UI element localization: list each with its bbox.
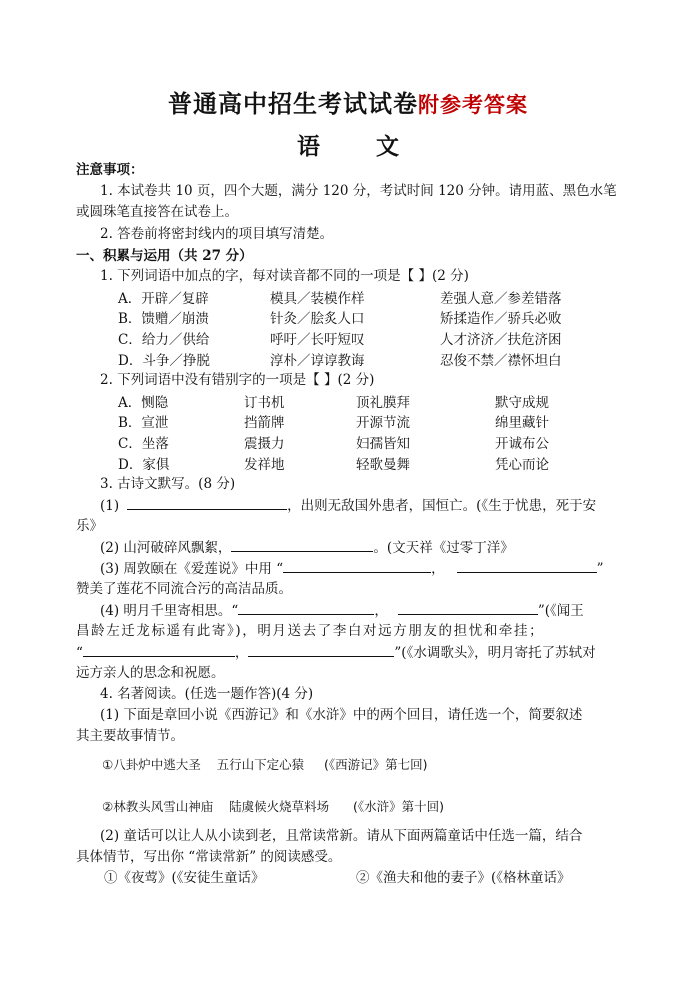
question-1-stem: 1. 下列词语中加点的字，每对读音都不同的一项是【 】(2 分) <box>100 268 469 284</box>
q2-option-b-3: 开源节流 <box>356 415 410 431</box>
q3-sentence-3-cont: 赞美了莲花不同流合污的高洁品质。 <box>76 581 292 597</box>
page-title <box>0 84 696 119</box>
title-suffix: 附参考答案 <box>418 92 528 117</box>
notice-heading: 注意事项： <box>76 162 144 178</box>
q2-option-a-3: 顶礼膜拜 <box>356 395 410 411</box>
q3-s2-prefix: (2) 山河破碎风飘絮， <box>100 540 232 556</box>
answer-blank[interactable] <box>127 495 287 510</box>
q3-sentence-4-cont: 昌龄左迁龙标遥有此寄》)，明月送去了李白对远方朋友的担忧和牵挂； <box>76 623 545 639</box>
question-4-stem: 4. 名著阅读。(任选一题作答)(4 分) <box>100 686 314 702</box>
q3-sentence-3 <box>100 558 604 579</box>
q2-option-d-2: 发祥地 <box>244 457 285 473</box>
q1-option-a-2: 模具／装模作样 <box>270 291 365 307</box>
notice-item-1-cont: 或圆珠笔直接答在试卷上。 <box>76 204 238 220</box>
q2-option-a-2: 订书机 <box>244 395 285 411</box>
q1-option-d: D．斗争／挣脱 <box>118 353 210 369</box>
q1-option-b-2: 针灸／脍炙人口 <box>270 311 365 327</box>
notice-item-2: 2. 答卷前将密封线内的项目填写清楚。 <box>100 226 334 242</box>
subject-char-2: 文 <box>376 133 399 160</box>
answer-blank[interactable] <box>83 642 235 657</box>
q1-option-c: C．给力／供给 <box>118 332 210 348</box>
q3-sentence-1-cont: 乐》 <box>76 518 103 534</box>
q3-s4-prefix: (4) 明月千里寄相思。“ <box>100 603 239 619</box>
q2-option-d: D．家俱 <box>118 457 170 473</box>
subject-char-1: 语 <box>297 133 320 160</box>
q2-option-b-4: 绵里藏针 <box>495 415 549 431</box>
answer-blank[interactable] <box>457 558 597 573</box>
q3-sentence-4-line3 <box>76 642 596 663</box>
q1-option-b-3: 矫揉造作／骄兵必败 <box>440 311 562 327</box>
q2-option-b: B．宣泄 <box>118 415 169 431</box>
q3-s3-mid: ， <box>431 561 445 577</box>
q3-s4-line3-mid: ， <box>234 645 249 661</box>
q1-option-c-2: 呼吁／长吁短叹 <box>270 332 365 348</box>
q4-part-2-cont: 具体情节，写出你 “常读常新” 的阅读感受。 <box>76 849 342 865</box>
q3-sentence-2 <box>100 537 514 558</box>
q2-option-d-4: 凭心而论 <box>495 457 549 473</box>
subject-heading <box>0 128 696 161</box>
q4-chapter-xiyouji: ①八卦炉中逃大圣 五行山下定心猿 (《西游记》第七回) <box>102 757 428 772</box>
q3-s4-line3-suffix: ”(《水调歌头》，明月寄托了苏轼对 <box>394 645 596 661</box>
q1-option-a-3: 差强人意／参差错落 <box>440 291 562 307</box>
q1-option-d-3: 忍俊不禁／襟怀坦白 <box>440 353 562 369</box>
answer-blank[interactable] <box>248 642 394 657</box>
section-heading: 一、积累与运用（共 27 分） <box>76 248 253 264</box>
q2-option-c-2: 震摄力 <box>244 436 285 452</box>
question-2-stem: 2. 下列词语中没有错别字的一项是【 】(2 分) <box>100 372 375 388</box>
q2-option-c: C．坐落 <box>118 436 169 452</box>
q2-option-c-4: 开诚布公 <box>495 436 549 452</box>
q3-s1-suffix: ，出则无敌国外患者，国恒亡。(《生于忧患，死于安 <box>287 498 597 514</box>
question-3-stem: 3. 古诗文默写。(8 分) <box>100 476 236 492</box>
q3-s4-mid: ， <box>374 603 388 619</box>
answer-blank[interactable] <box>283 558 431 573</box>
q3-sentence-4-line4: 远方亲人的思念和祝愿。 <box>76 665 225 681</box>
q3-sentence-4 <box>100 600 584 621</box>
q1-option-d-2: 淳朴／谆谆教诲 <box>270 353 365 369</box>
answer-blank[interactable] <box>231 537 373 552</box>
q4-chapter-shuihu: ②林教头风雪山神庙 陆虞候火烧草料场 (《水浒》第十回) <box>102 799 444 814</box>
q4-part-1: (1) 下面是章回小说《西游记》和《水浒》中的两个回目，请任选一个，简要叙述 <box>100 707 583 723</box>
q2-option-b-2: 挡箭牌 <box>244 415 285 431</box>
q3-sentence-1 <box>100 495 596 516</box>
q1-option-c-3: 人才济济／扶危济困 <box>440 332 562 348</box>
q2-option-a: A．恻隐 <box>118 395 169 411</box>
notice-item-1: 1. 本试卷共 10 页，四个大题，满分 120 分，考试时间 120 分钟。请用蓝、黑色水笔 <box>100 183 617 199</box>
q1-option-a: A．开辟／复辟 <box>118 291 209 307</box>
q4-story-nightingale: ①《夜莺》(《安徒生童话》 <box>104 870 265 886</box>
answer-blank[interactable] <box>398 600 538 615</box>
answer-blank[interactable] <box>238 600 374 615</box>
q3-s2-suffix: 。(文天祥《过零丁洋》 <box>373 540 514 556</box>
q2-option-a-4: 默守成规 <box>495 395 549 411</box>
q4-story-fisherman: ②《渔夫和他的妻子》(《格林童话》 <box>356 870 571 886</box>
q3-s3-prefix: (3) 周敦颐在《爱莲说》中用 “ <box>100 561 284 577</box>
q4-part-1-cont: 其主要故事情节。 <box>76 728 184 744</box>
q1-option-b: B．馈赠／崩溃 <box>118 311 209 327</box>
q3-s1-prefix: (1) <box>100 498 120 514</box>
q2-option-d-3: 轻歌曼舞 <box>356 457 410 473</box>
q3-s4-suffix: ”(《闻王 <box>537 603 584 619</box>
title-main: 普通高中招生考试试卷 <box>168 89 418 118</box>
q2-option-c-3: 妇孺皆知 <box>356 436 410 452</box>
q3-s4-quote-open: “ <box>76 645 83 661</box>
q4-part-2: (2) 童话可以让人从小读到老，且常读常新。请从下面两篇童话中任选一篇，结合 <box>100 828 583 844</box>
q3-s3-end: ” <box>596 561 604 577</box>
